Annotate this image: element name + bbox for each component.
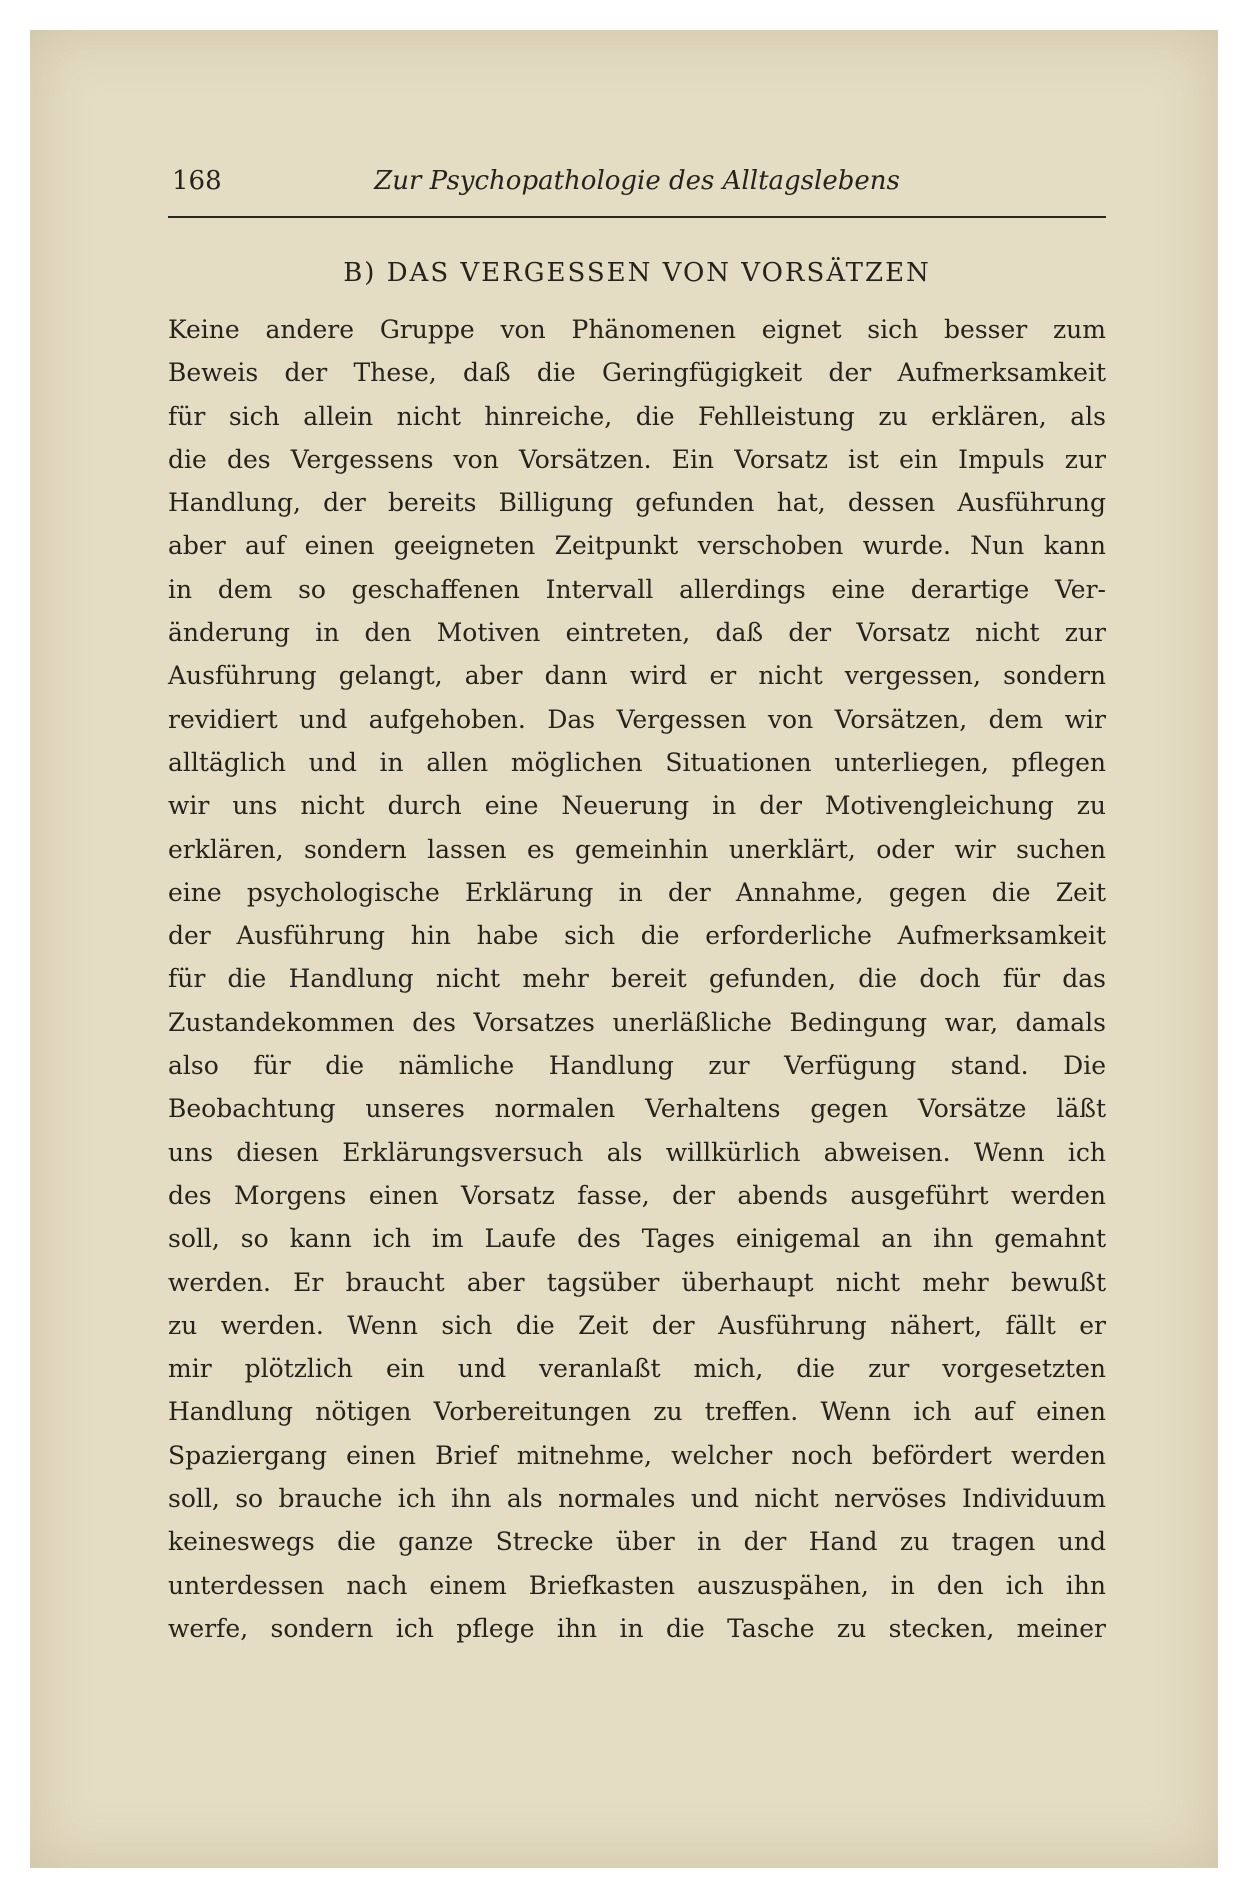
text-line: der Ausführung hin habe sich die erforderliche Aufmerksamkeit bbox=[168, 921, 1106, 951]
text-line: in dem so geschaffenen Intervall allerdings eine derartige Ver- bbox=[168, 574, 1106, 604]
text-line: wir uns nicht durch eine Neuerung in der Motivengleichung zu bbox=[168, 791, 1106, 821]
text-line: für sich allein nicht hinreiche, die Fehlleistung zu erklären, als bbox=[168, 401, 1106, 431]
page-header bbox=[168, 160, 1106, 218]
text-line: änderung in den Motiven eintreten, daß der Vorsatz nicht zur bbox=[168, 618, 1106, 648]
section-heading: B) DAS VERGESSEN VON VORSÄTZEN bbox=[343, 258, 931, 288]
text-line: soll, so brauche ich ihn als normales und nicht nervöses Individuum bbox=[168, 1484, 1106, 1514]
text-line: eine psychologische Erklärung in der Annahme, gegen die Zeit bbox=[168, 877, 1106, 907]
text-line: Beweis der These, daß die Geringfügigkeit der Aufmerksamkeit bbox=[168, 358, 1106, 388]
body-text bbox=[168, 308, 1106, 1650]
running-title: Zur Psychopathologie des Alltagslebens bbox=[374, 166, 900, 196]
text-line: revidiert und aufgehoben. Das Vergessen von Vorsätzen, dem wir bbox=[168, 704, 1106, 734]
text-line: unterdessen nach einem Briefkasten auszuspähen, in den ich ihn bbox=[168, 1570, 1106, 1600]
text-line: keineswegs die ganze Strecke über in der Hand zu tragen und bbox=[168, 1527, 1106, 1557]
text-line: Beobachtung unseres normalen Verhaltens gegen Vorsätze läßt bbox=[168, 1094, 1106, 1124]
text-line: Keine andere Gruppe von Phänomenen eignet sich besser zum bbox=[168, 315, 1106, 344]
text-line: also für die nämliche Handlung zur Verfügung stand. Die bbox=[168, 1051, 1106, 1081]
text-line: Spaziergang einen Brief mitnehme, welcher noch befördert werden bbox=[168, 1440, 1106, 1470]
page-number: 168 bbox=[172, 166, 222, 196]
text-line: werden. Er braucht aber tagsüber überhaupt nicht mehr bewußt bbox=[168, 1267, 1106, 1297]
text-line: zu werden. Wenn sich die Zeit der Ausführung nähert, fällt er bbox=[168, 1310, 1106, 1340]
text-line: soll, so kann ich im Laufe des Tages einigemal an ihn gemahnt bbox=[168, 1224, 1106, 1254]
text-line: des Morgens einen Vorsatz fasse, der abends ausgeführt werden bbox=[168, 1180, 1106, 1210]
text-line: werfe, sondern ich pflege ihn in die Tasche zu stecken, meiner bbox=[168, 1613, 1106, 1643]
text-line: Zustandekommen des Vorsatzes unerläßliche Bedingung war, damals bbox=[168, 1007, 1106, 1037]
text-line: aber auf einen geeigneten Zeitpunkt verschoben wurde. Nun kann bbox=[168, 531, 1106, 561]
text-line: uns diesen Erklärungsversuch als willkürlich abweisen. Wenn ich bbox=[168, 1137, 1106, 1167]
text-line: erklären, sondern lassen es gemeinhin unerklärt, oder wir suchen bbox=[168, 834, 1106, 864]
text-line: die des Vergessens von Vorsätzen. Ein Vorsatz ist ein Impuls zur bbox=[168, 444, 1106, 474]
text-line: Ausführung gelangt, aber dann wird er nicht vergessen, sondern bbox=[168, 661, 1106, 691]
text-line: Handlung nötigen Vorbereitungen zu treffen. Wenn ich auf einen bbox=[168, 1397, 1106, 1427]
text-line: Handlung, der bereits Billigung gefunden hat, dessen Ausführung bbox=[168, 488, 1106, 518]
text-line: für die Handlung nicht mehr bereit gefunden, die doch für das bbox=[168, 964, 1106, 994]
text-line: mir plötzlich ein und veranlaßt mich, die zur vorgesetzten bbox=[168, 1354, 1106, 1384]
text-line: alltäglich und in allen möglichen Situationen unterliegen, pflegen bbox=[168, 747, 1106, 777]
